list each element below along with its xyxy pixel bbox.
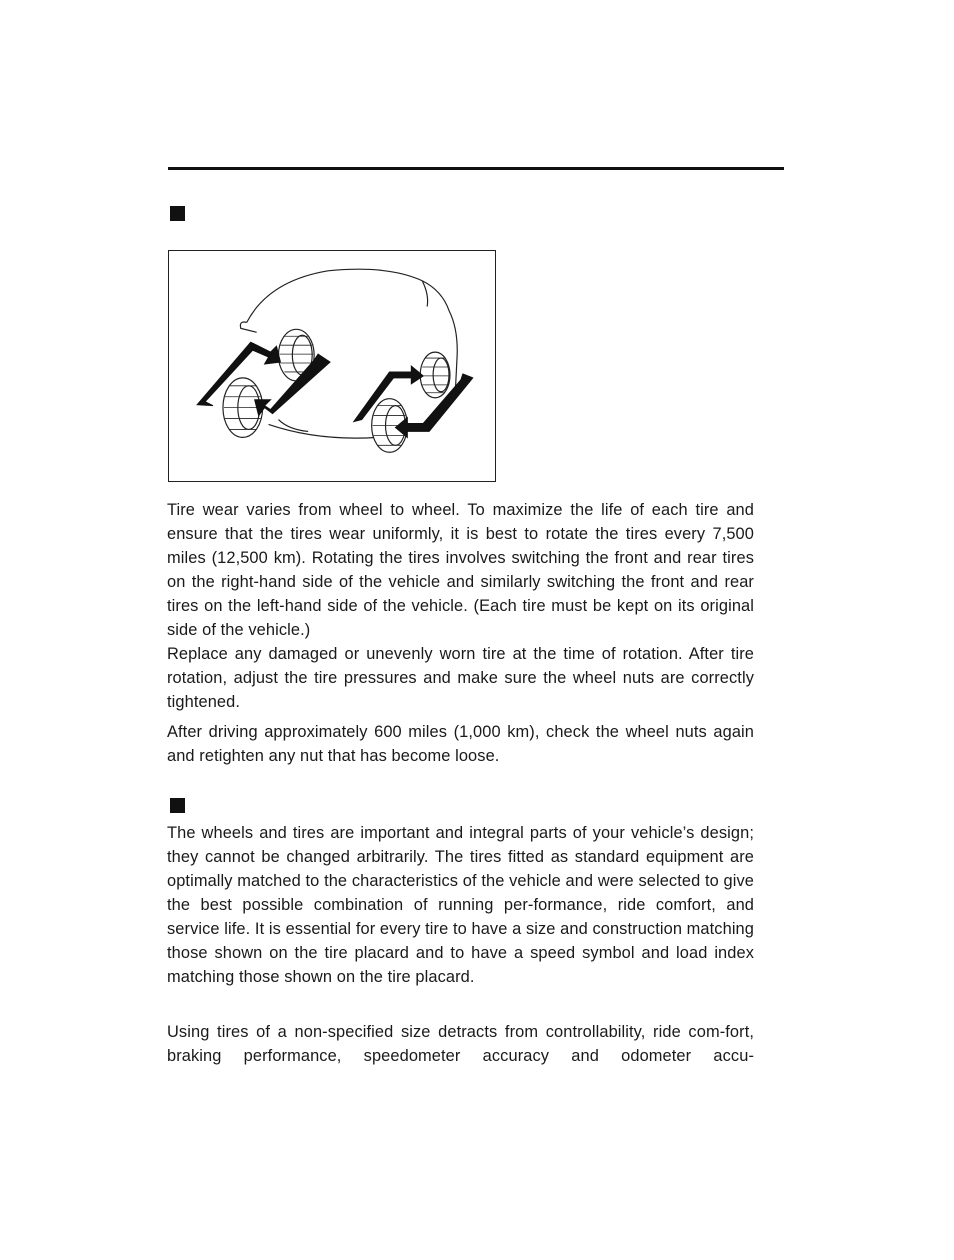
wheels-tires-paragraph: The wheels and tires are important and integral parts of your vehicle’s design; they cannot be changed arbitrarily. The tires fitted as standard equipment are optimally matched to the characteristics of the vehicle and were selected to give the best possible combination of running per-formance, ride comfort, and service life. It is essential for every tire to have a size and construction matching those shown on the tire placard and to have a speed symbol and load index matching those shown on the tire placard. — [167, 824, 754, 986]
nonspecified-size-paragraph: Using tires of a non-specified size detracts from controllability, ride com-fort, braking performance, speedometer accuracy and odometer accu- — [167, 1023, 754, 1065]
replace-paragraph: Replace any damaged or unevenly worn tire at the time of rotation. After tire rotation, adjust the tire pressures and make sure the wheel nuts are correctly tightened. — [167, 645, 754, 711]
tire-rotation-figure — [168, 250, 496, 482]
header-rule — [168, 167, 784, 170]
section-marker-icon — [170, 206, 185, 221]
section-marker-icon — [170, 798, 185, 813]
rotation-paragraph: Tire wear varies from wheel to wheel. To maximize the life of each tire and ensure that the tires wear uniformly, it is best to rotate the tires every 7,500 miles (12,500 km). Rotating the tires involves switching the front and rear tires on the right-hand side of the vehicle and similarly switching the front and rear tires on the left-hand side of the vehicle. (Each tire must be kept on its original side of the vehicle.) — [167, 501, 754, 639]
tire-rotation-diagram-icon — [169, 251, 495, 481]
retighten-paragraph: After driving approximately 600 miles (1,000 km), check the wheel nuts again and retighten any nut that has become loose. — [167, 723, 754, 765]
